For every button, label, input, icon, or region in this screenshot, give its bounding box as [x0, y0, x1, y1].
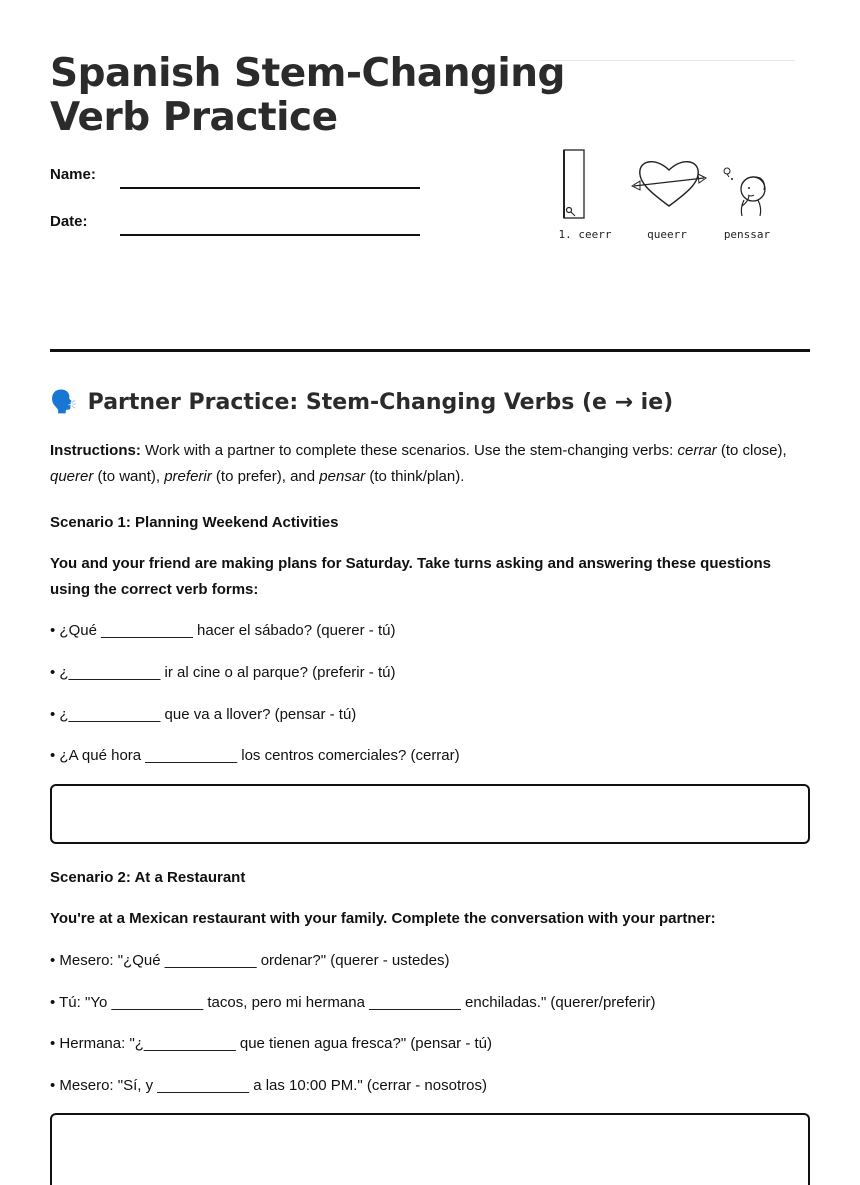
scenario-2-item: • Tú: "Yo ___________ tacos, pero mi hermana ___________ enchiladas." (querer/preferir) [50, 994, 656, 1011]
section-title-text: Partner Practice: Stem-Changing Verbs (e → ie) [87, 390, 674, 415]
instructions-text-3: (to want), [93, 468, 165, 485]
scenario-1-item: • ¿Qué ___________ hacer el sábado? (querer - tú) [50, 622, 396, 639]
scenario-1-prompt: You and your friend are making plans for Saturday. Take turns asking and answering these questions using the correct verb forms: [50, 555, 771, 598]
instructions-text-2: (to close), [716, 442, 787, 459]
instructions [50, 438, 810, 490]
instructions-text-5: (to think/plan). [365, 468, 465, 485]
instructions-label: Instructions: [50, 442, 141, 459]
illustration-label-querer: queerr [647, 228, 687, 241]
verb-pensar: pensar [319, 468, 366, 485]
name-field[interactable] [120, 187, 420, 189]
scenario-1-item: • ¿___________ ir al cine o al parque? (preferir - tú) [50, 664, 396, 681]
instructions-text-4: (to prefer), and [211, 468, 320, 485]
scenario-1-item: • ¿A qué hora ___________ los centros comerciales? (cerrar) [50, 747, 460, 764]
scenario-1-item: • ¿___________ que va a llover? (pensar - tú) [50, 706, 357, 723]
scenario-1-heading: Scenario 1: Planning Weekend Activities [50, 514, 339, 531]
heart-arrow-icon [630, 156, 708, 212]
page-title [50, 52, 565, 140]
section-title [50, 390, 673, 415]
name-label: Name: [50, 166, 96, 183]
date-field[interactable] [120, 234, 420, 236]
door-icon [558, 146, 588, 221]
verb-cerrar: cerrar [677, 442, 717, 459]
title-line-2: Verb Practice [50, 95, 338, 140]
scenario-1-answer-box[interactable] [50, 784, 810, 844]
section-divider [50, 349, 810, 352]
illustration-label-pensar: penssar [723, 228, 771, 241]
date-label: Date: [50, 213, 88, 230]
verb-preferir: preferir [164, 468, 212, 485]
instructions-text-1: Work with a partner to complete these scenarios. Use the stem-changing verbs: [140, 442, 678, 459]
verb-querer: querer [50, 468, 94, 485]
scenario-2-answer-box[interactable] [50, 1113, 810, 1185]
illustration-label-cerrar: 1. ceerr [558, 228, 612, 241]
speaking-head-icon: 🗣️ [50, 390, 78, 415]
verb-illustrations [530, 56, 800, 256]
scenario-2-item: • Mesero: "Sí, y ___________ a las 10:00 PM." (cerrar - nosotros) [50, 1077, 487, 1094]
scenario-2-heading: Scenario 2: At a Restaurant [50, 869, 246, 886]
title-line-1: Spanish Stem-Changing [50, 51, 565, 96]
illustration-top-line [540, 60, 795, 61]
scenario-2-item: • Hermana: "¿___________ que tienen agua fresca?" (pensar - tú) [50, 1035, 493, 1052]
scenario-2-item: • Mesero: "¿Qué ___________ ordenar?" (querer - ustedes) [50, 952, 450, 969]
scenario-2-prompt: You're at a Mexican restaurant with your family. Complete the conversation with your partner: [50, 910, 716, 927]
thinking-person-icon [718, 164, 774, 220]
